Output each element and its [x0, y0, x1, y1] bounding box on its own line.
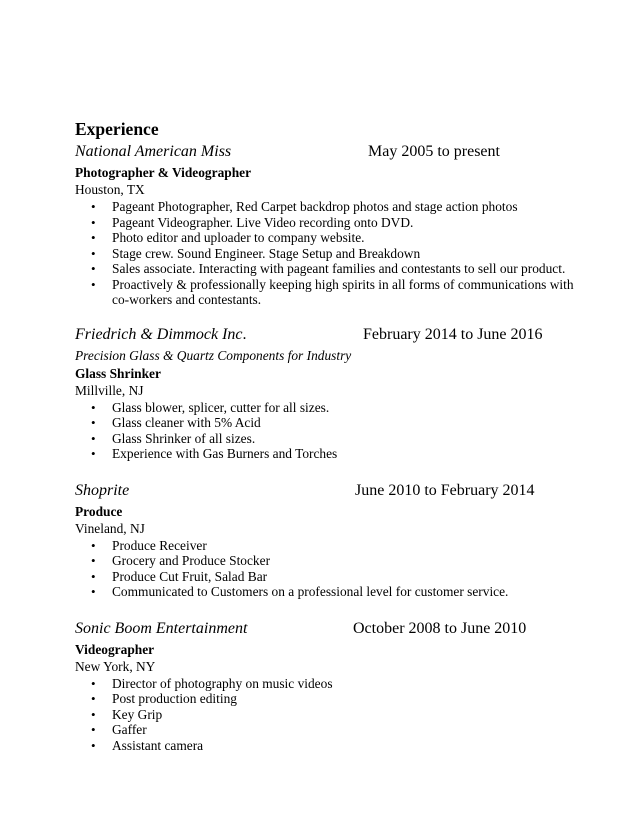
duties-list [75, 676, 575, 754]
employment-dates: October 2008 to June 2010 [353, 619, 527, 637]
bullet-icon: • [91, 245, 96, 261]
job-header [75, 618, 575, 640]
job-role: Glass Shrinker [75, 365, 161, 381]
list-item: • Glass Shrinker of all sizes. [91, 430, 256, 446]
list-item: • Director of photography on music videos [91, 675, 333, 691]
bullet-icon: • [91, 446, 96, 461]
bullet-icon: • [91, 415, 96, 430]
list-item: • Sales associate. Interacting with pageant families and contestants to sell our product. [91, 261, 566, 276]
bullet-icon: • [91, 706, 96, 722]
list-item: • Produce Receiver [91, 537, 207, 553]
job-header [75, 480, 575, 502]
list-item: • Grocery and Produce Stocker [91, 553, 271, 568]
bullet-icon: • [91, 691, 96, 706]
bullet-icon: • [91, 261, 96, 276]
job-location: Vineland, NJ [75, 520, 145, 536]
employer-name: Sonic Boom Entertainment [75, 619, 248, 637]
bullet-icon: • [91, 675, 96, 691]
job-entry-sonic-boom [75, 618, 575, 754]
bullet-icon: • [91, 537, 96, 553]
list-item: • Glass cleaner with 5% Acid [91, 415, 261, 430]
job-entry-friedrich-dimmock [75, 324, 575, 462]
employer-name: National American Miss [75, 143, 232, 160]
list-item: • Assistant camera [91, 737, 204, 753]
job-header [75, 141, 575, 163]
list-item: • Stage crew. Sound Engineer. Stage Setup and Breakdown [91, 245, 421, 261]
list-item: • Experience with Gas Burners and Torches [91, 446, 338, 461]
employment-dates: February 2014 to June 2016 [363, 325, 543, 343]
bullet-icon: • [91, 584, 96, 599]
employment-dates: May 2005 to present [368, 143, 500, 160]
bullet-icon: • [91, 399, 96, 415]
bullet-icon: • [91, 553, 96, 568]
job-location: Houston, TX [75, 182, 145, 197]
list-item: • Key Grip [91, 706, 163, 722]
job-header [75, 324, 575, 346]
job-entry-national-american-miss [75, 141, 575, 308]
job-role: Videographer [75, 641, 155, 657]
bullet-icon: • [91, 430, 96, 446]
list-item: • Photo editor and uploader to company website. [91, 230, 365, 245]
company-description: Precision Glass & Quartz Components for Industry [75, 347, 352, 363]
job-role: Produce [75, 503, 123, 519]
employer-name: Friedrich & Dimmock Inc. [75, 325, 247, 343]
job-location: Millville, NJ [75, 382, 144, 398]
employer-name: Shoprite [75, 481, 130, 499]
job-entry-shoprite [75, 480, 575, 600]
duties-list [75, 400, 575, 462]
bullet-icon: • [91, 276, 96, 292]
bullet-icon: • [91, 214, 96, 230]
list-item: • Pageant Photographer, Red Carpet backdrop photos and stage action photos [91, 199, 518, 214]
duties-list [75, 538, 575, 600]
bullet-icon: • [91, 722, 96, 737]
list-item: • Produce Cut Fruit, Salad Bar [91, 568, 268, 584]
list-item: • Gaffer [91, 722, 147, 737]
resume-page [75, 118, 575, 753]
job-role: Photographer & Videographer [75, 165, 252, 180]
section-title-experience: Experience [75, 119, 159, 139]
employment-dates: June 2010 to February 2014 [355, 481, 535, 499]
job-location: New York, NY [75, 658, 156, 674]
bullet-icon: • [91, 568, 96, 584]
list-item: • Communicated to Customers on a professional level for customer service. [91, 584, 509, 599]
bullet-icon: • [91, 199, 96, 214]
duties-list [75, 199, 575, 308]
list-item: • Glass blower, splicer, cutter for all sizes. [91, 399, 330, 415]
bullet-icon: • [91, 737, 96, 753]
list-item: • Proactively & professionally keeping high spirits in all forms of communications with co-workers and contestants. [91, 276, 574, 307]
list-item: • Post production editing [91, 691, 237, 706]
list-item: • Pageant Videographer. Live Video recording onto DVD. [91, 214, 414, 230]
bullet-icon: • [91, 230, 96, 245]
